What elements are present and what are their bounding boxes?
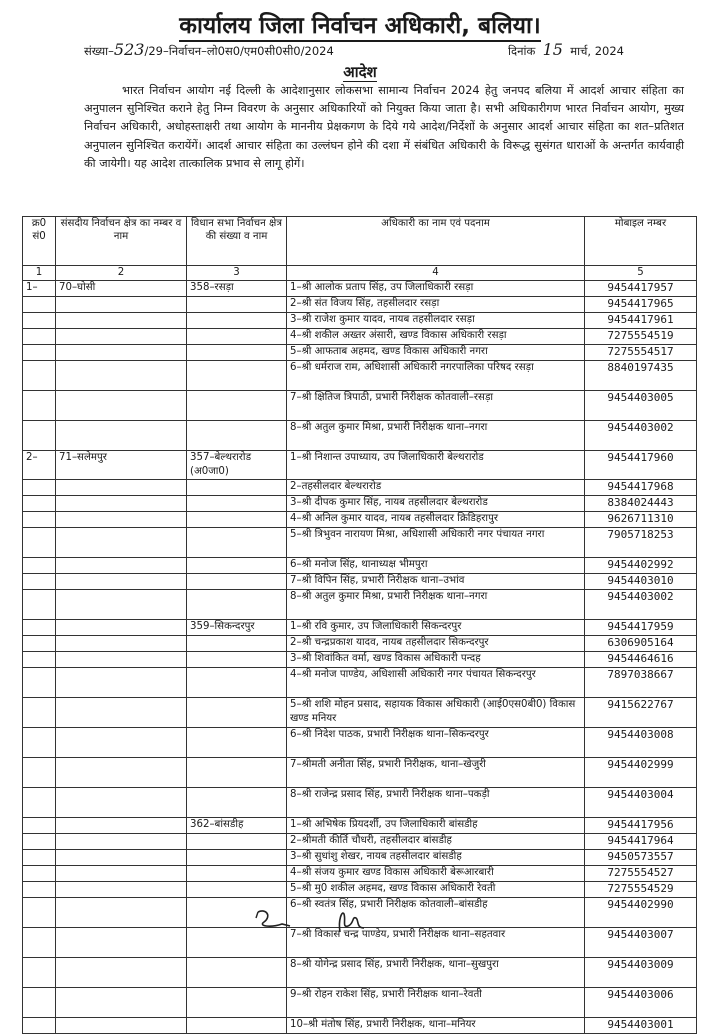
- officer-name-cell: 4–श्री अनिल कुमार यादव, नायब तहसीलदार क्रिडिहरापुर: [287, 512, 585, 528]
- parliamentary-constituency-cell: [56, 512, 187, 528]
- serial-number-cell: [23, 958, 56, 988]
- parliamentary-constituency-cell: [56, 958, 187, 988]
- officer-name-cell: 1–श्री रवि कुमार, उप जिलाधिकारी सिकन्दरपुर: [287, 620, 585, 636]
- mobile-number-cell: 9454402992: [585, 558, 697, 574]
- initial-mark-2: [332, 906, 372, 936]
- column-number: 5: [585, 266, 697, 281]
- assembly-constituency-cell: 357–बेल्थरारोड (अ0जा0): [187, 451, 287, 480]
- serial-number-cell: [23, 361, 56, 391]
- table-row: [23, 834, 697, 850]
- parliamentary-constituency-cell: [56, 574, 187, 590]
- officer-name-cell: 6–श्री स्वतंत्र सिंह, प्रभारी निरीक्षक कोतवाली–बांसडीह: [287, 898, 585, 928]
- parliamentary-constituency-cell: [56, 850, 187, 866]
- order-body-text: भारत निर्वाचन आयोग नई दिल्ली के आदेशानुसार लोकसभा सामान्य निर्वाचन 2024 हेतु जनपद बलिया में आदर्श आचार संहिता का अनुपालन सुनिश्चित कराने हेतु निम्न विवरण के अनुसार अधिकारियों को नियुक्त किया जाता है। सभी अधिकारीगण भारत निर्वाचन आयोग, मुख्य निर्वाचन अधिकारी, अधोहस्ताक्षरी तथा आयोग के माननीय प्रेक्षकगण के दिये गये आदेश/निर्देशों के अनुसार आदर्श आचार संहिता का शत–प्रतिशत अनुपालन सुनिश्चित करायेंगें। आदर्श आचार संहिता का उल्लंघन होने की दशा में संबंधित अधिकारी के विरूद्ध सुसंगत धाराओं के अन्तर्गत कार्यवाही की जायेगी। यह आदेश तात्कालिक प्रभाव से लागू होगें।: [84, 84, 684, 170]
- parliamentary-constituency-cell: [56, 834, 187, 850]
- assembly-constituency-cell: [187, 668, 287, 698]
- serial-number-cell: [23, 297, 56, 313]
- mobile-number-cell: 7275554517: [585, 345, 697, 361]
- officer-name-cell: 5–श्री शशि मोहन प्रसाद, सहायक विकास अधिकारी (आई0एस0बी0) विकास खण्ड मनियर: [287, 698, 585, 728]
- officer-name-cell: 8–श्री अतुल कुमार मिश्रा, प्रभारी निरीक्षक थाना–नगरा: [287, 421, 585, 451]
- serial-number-cell: [23, 574, 56, 590]
- officer-name-cell: 1–श्री आलोक प्रताप सिंह, उप जिलाधिकारी रसड़ा: [287, 281, 585, 297]
- table-row: [23, 636, 697, 652]
- assembly-constituency-cell: [187, 313, 287, 329]
- assembly-constituency-cell: [187, 590, 287, 620]
- table-row: [23, 528, 697, 558]
- table-row: [23, 558, 697, 574]
- assembly-constituency-cell: 359–सिकन्दरपुर: [187, 620, 287, 636]
- officer-name-cell: 8–श्री राजेन्द्र प्रसाद सिंह, प्रभारी निरीक्षक थाना–पकड़ी: [287, 788, 585, 818]
- column-number: 2: [56, 266, 187, 281]
- assembly-constituency-cell: [187, 480, 287, 496]
- mobile-number-cell: 7905718253: [585, 528, 697, 558]
- serial-number-cell: [23, 590, 56, 620]
- order-date: दिनांक 15 मार्च, 2024: [508, 40, 625, 59]
- mobile-number-cell: 7275554529: [585, 882, 697, 898]
- reference-number: संख्या–523/29–निर्वाचन–लो0स0/एम0सी0सी0/2024: [84, 40, 334, 59]
- header-mobile: मोबाइल नम्बर: [585, 217, 697, 266]
- table-row: [23, 361, 697, 391]
- handwritten-ref-number: 523: [113, 40, 145, 59]
- officer-name-cell: 7–श्री विकास चन्द्र पाण्डेय, प्रभारी निरीक्षक थाना–सहतवार: [287, 928, 585, 958]
- table-row: [23, 391, 697, 421]
- parliamentary-constituency-cell: [56, 590, 187, 620]
- table-row: [23, 988, 697, 1018]
- serial-number-cell: [23, 988, 56, 1018]
- table-row: [23, 297, 697, 313]
- parliamentary-constituency-cell: [56, 528, 187, 558]
- table-header-row: [23, 217, 697, 266]
- assembly-constituency-cell: [187, 297, 287, 313]
- officer-name-cell: 3–श्री सुधांशु शेखर, नायब तहसीलदार बांसडीह: [287, 850, 585, 866]
- serial-number-cell: [23, 421, 56, 451]
- assembly-constituency-cell: [187, 391, 287, 421]
- parliamentary-constituency-cell: [56, 882, 187, 898]
- assembly-constituency-cell: [187, 988, 287, 1018]
- officer-name-cell: 4–श्री संजय कुमार खण्ड विकास अधिकारी बेरूआरबारी: [287, 866, 585, 882]
- mobile-number-cell: 9454417965: [585, 297, 697, 313]
- assembly-constituency-cell: [187, 866, 287, 882]
- mobile-number-cell: 9450573557: [585, 850, 697, 866]
- parliamentary-constituency-cell: [56, 558, 187, 574]
- mobile-number-cell: 9454403008: [585, 728, 697, 758]
- serial-number-cell: [23, 620, 56, 636]
- table-row: [23, 698, 697, 728]
- serial-number-cell: [23, 882, 56, 898]
- officer-name-cell: 3–श्री शिवांकित वर्मा, खण्ड विकास अधिकारी पन्दह: [287, 652, 585, 668]
- table-row: [23, 313, 697, 329]
- serial-number-cell: [23, 512, 56, 528]
- serial-number-cell: [23, 329, 56, 345]
- officer-name-cell: 3–श्री दीपक कुमार सिंह, नायब तहसीलदार बेल्थरारोड: [287, 496, 585, 512]
- table-row: [23, 882, 697, 898]
- mobile-number-cell: 8384024443: [585, 496, 697, 512]
- assembly-constituency-cell: [187, 329, 287, 345]
- table-row: [23, 451, 697, 480]
- header-serial: क्र0 सं0: [23, 217, 56, 266]
- mobile-number-cell: 6306905164: [585, 636, 697, 652]
- parliamentary-constituency-cell: [56, 329, 187, 345]
- mobile-number-cell: 9454403004: [585, 788, 697, 818]
- parliamentary-constituency-cell: [56, 988, 187, 1018]
- parliamentary-constituency-cell: 71–सलेमपुर: [56, 451, 187, 480]
- serial-number-cell: [23, 313, 56, 329]
- parliamentary-constituency-cell: [56, 698, 187, 728]
- mobile-number-cell: 9454403002: [585, 590, 697, 620]
- assembly-constituency-cell: [187, 652, 287, 668]
- serial-number-cell: [23, 728, 56, 758]
- mobile-number-cell: 7275554519: [585, 329, 697, 345]
- officer-name-cell: 2–श्रीमती कीर्ति चौधरी, तहसीलदार बांसडीह: [287, 834, 585, 850]
- assembly-constituency-cell: [187, 636, 287, 652]
- initial-mark-1: [252, 906, 296, 932]
- table-row: [23, 512, 697, 528]
- table-row: [23, 281, 697, 297]
- assembly-constituency-cell: [187, 345, 287, 361]
- column-number: 1: [23, 266, 56, 281]
- parliamentary-constituency-cell: [56, 391, 187, 421]
- mobile-number-cell: 8840197435: [585, 361, 697, 391]
- parliamentary-constituency-cell: 70–घोसी: [56, 281, 187, 297]
- officer-name-cell: 4–श्री मनोज पाण्डेय, अधिशासी अधिकारी नगर पंचायत सिकन्दरपुर: [287, 668, 585, 698]
- parliamentary-constituency-cell: [56, 728, 187, 758]
- serial-number-cell: [23, 758, 56, 788]
- table-row: [23, 850, 697, 866]
- officer-name-cell: 2–श्री चन्द्रप्रकाश यादव, नायब तहसीलदार सिकन्दरपुर: [287, 636, 585, 652]
- assembly-constituency-cell: [187, 496, 287, 512]
- mobile-number-cell: 9454403010: [585, 574, 697, 590]
- mobile-number-cell: 9454417968: [585, 480, 697, 496]
- parliamentary-constituency-cell: [56, 620, 187, 636]
- officer-name-cell: 3–श्री राजेश कुमार यादव, नायब तहसीलदार रसड़ा: [287, 313, 585, 329]
- table-row: [23, 818, 697, 834]
- column-number: 4: [287, 266, 585, 281]
- mobile-number-cell: 9454417957: [585, 281, 697, 297]
- serial-number-cell: [23, 636, 56, 652]
- mobile-number-cell: 9454403009: [585, 958, 697, 988]
- serial-number-cell: [23, 528, 56, 558]
- assembly-constituency-cell: [187, 574, 287, 590]
- officer-name-cell: 2–श्री संत विजय सिंह, तहसीलदार रसड़ा: [287, 297, 585, 313]
- mobile-number-cell: 9454402990: [585, 898, 697, 928]
- officer-name-cell: 9–श्री रोहन राकेश सिंह, प्रभारी निरीक्षक थाना–रेवती: [287, 988, 585, 1018]
- parliamentary-constituency-cell: [56, 361, 187, 391]
- serial-number-cell: [23, 652, 56, 668]
- serial-number-cell: [23, 928, 56, 958]
- table-row: [23, 620, 697, 636]
- officer-name-cell: 5–श्री त्रिभुवन नारायण मिश्रा, अधिशासी अधिकारी नगर पंचायत नगरा: [287, 528, 585, 558]
- officer-name-cell: 7–श्रीमती अनीता सिंह, प्रभारी निरीक्षक, थाना–खेजुरी: [287, 758, 585, 788]
- table-row: [23, 758, 697, 788]
- officer-name-cell: 7–श्री क्षितिज त्रिपाठी, प्रभारी निरीक्षक कोतवाली–रसड़ा: [287, 391, 585, 421]
- serial-number-cell: [23, 834, 56, 850]
- serial-number-cell: 1–: [23, 281, 56, 297]
- officer-name-cell: 5–श्री मु0 शकील अहमद, खण्ड विकास अधिकारी रेवती: [287, 882, 585, 898]
- assembly-constituency-cell: [187, 698, 287, 728]
- table-row: [23, 480, 697, 496]
- header-assembly-constituency: विधान सभा निर्वाचन क्षेत्र की संख्या व नाम: [187, 217, 287, 266]
- mobile-number-cell: 9454403006: [585, 988, 697, 1018]
- assembly-constituency-cell: [187, 958, 287, 988]
- office-title: कार्यालय जिला निर्वाचन अधिकारी, बलिया।: [0, 8, 720, 40]
- mobile-number-cell: 9454417956: [585, 818, 697, 834]
- officer-name-cell: 10–श्री मंतोष सिंह, प्रभारी निरीक्षक, थाना–मनियर: [287, 1018, 585, 1034]
- assembly-constituency-cell: [187, 758, 287, 788]
- serial-number-cell: 2–: [23, 451, 56, 480]
- serial-number-cell: [23, 480, 56, 496]
- serial-number-cell: [23, 818, 56, 834]
- assembly-constituency-cell: [187, 882, 287, 898]
- serial-number-cell: [23, 496, 56, 512]
- officer-name-cell: 1–श्री निशान्त उपाध्याय, उप जिलाधिकारी बेल्थरारोड: [287, 451, 585, 480]
- mobile-number-cell: 9454402999: [585, 758, 697, 788]
- order-heading: आदेश: [343, 63, 377, 81]
- mobile-number-cell: 7275554527: [585, 866, 697, 882]
- parliamentary-constituency-cell: [56, 480, 187, 496]
- parliamentary-constituency-cell: [56, 788, 187, 818]
- assembly-constituency-cell: [187, 928, 287, 958]
- serial-number-cell: [23, 391, 56, 421]
- officer-name-cell: 6–श्री धर्मराज राम, अधिशासी अधिकारी नगरपालिका परिषद रसड़ा: [287, 361, 585, 391]
- officer-name-cell: 2–तहसीलदार बेल्थरारोड: [287, 480, 585, 496]
- parliamentary-constituency-cell: [56, 928, 187, 958]
- officer-name-cell: 8–श्री अतुल कुमार मिश्रा, प्रभारी निरीक्षक थाना–नगरा: [287, 590, 585, 620]
- mobile-number-cell: 9454403002: [585, 421, 697, 451]
- parliamentary-constituency-cell: [56, 297, 187, 313]
- table-row: [23, 652, 697, 668]
- column-number: 3: [187, 266, 287, 281]
- assembly-constituency-cell: [187, 361, 287, 391]
- parliamentary-constituency-cell: [56, 758, 187, 788]
- table-row: [23, 788, 697, 818]
- assembly-constituency-cell: [187, 558, 287, 574]
- assembly-constituency-cell: [187, 1018, 287, 1034]
- table-row: [23, 728, 697, 758]
- parliamentary-constituency-cell: [56, 898, 187, 928]
- table-row: [23, 590, 697, 620]
- serial-number-cell: [23, 866, 56, 882]
- parliamentary-constituency-cell: [56, 421, 187, 451]
- officer-name-cell: 4–श्री शकील अख्तर अंसारी, खण्ड विकास अधिकारी रसड़ा: [287, 329, 585, 345]
- officer-name-cell: 1–श्री अभिषेक प्रियदर्शी, उप जिलाधिकारी बांसडीह: [287, 818, 585, 834]
- table-row: [23, 329, 697, 345]
- mobile-number-cell: 9454417961: [585, 313, 697, 329]
- serial-number-cell: [23, 345, 56, 361]
- mobile-number-cell: 9454417960: [585, 451, 697, 480]
- header-parliamentary-constituency: संसदीय निर्वाचन क्षेत्र का नम्बर व नाम: [56, 217, 187, 266]
- parliamentary-constituency-cell: [56, 652, 187, 668]
- table-row: [23, 345, 697, 361]
- mobile-number-cell: 9454464616: [585, 652, 697, 668]
- header-officer-name: अधिकारी का नाम एवं पदनाम: [287, 217, 585, 266]
- mobile-number-cell: 9454403007: [585, 928, 697, 958]
- serial-number-cell: [23, 898, 56, 928]
- parliamentary-constituency-cell: [56, 345, 187, 361]
- table-row: [23, 496, 697, 512]
- officer-name-cell: 5–श्री आफताब अहमद, खण्ड विकास अधिकारी नगरा: [287, 345, 585, 361]
- assembly-constituency-cell: [187, 850, 287, 866]
- assembly-constituency-cell: 358–रसड़ा: [187, 281, 287, 297]
- table-row: [23, 958, 697, 988]
- assembly-constituency-cell: [187, 788, 287, 818]
- table-row: [23, 421, 697, 451]
- handwritten-date-day: 15: [542, 40, 563, 59]
- serial-number-cell: [23, 788, 56, 818]
- mobile-number-cell: 9626711310: [585, 512, 697, 528]
- parliamentary-constituency-cell: [56, 496, 187, 512]
- officer-name-cell: 8–श्री योगेन्द्र प्रसाद सिंह, प्रभारी निरीक्षक, थाना–सुखपुरा: [287, 958, 585, 988]
- parliamentary-constituency-cell: [56, 636, 187, 652]
- officer-name-cell: 6–श्री निदेश पाठक, प्रभारी निरीक्षक थाना–सिकन्दरपुर: [287, 728, 585, 758]
- serial-number-cell: [23, 850, 56, 866]
- assembly-constituency-cell: [187, 528, 287, 558]
- mobile-number-cell: 9454403001: [585, 1018, 697, 1034]
- assembly-constituency-cell: 362–बांसडीह: [187, 818, 287, 834]
- assembly-constituency-cell: [187, 728, 287, 758]
- assembly-constituency-cell: [187, 421, 287, 451]
- mobile-number-cell: 9454417964: [585, 834, 697, 850]
- mobile-number-cell: 7897038667: [585, 668, 697, 698]
- parliamentary-constituency-cell: [56, 866, 187, 882]
- mobile-number-cell: 9454403005: [585, 391, 697, 421]
- parliamentary-constituency-cell: [56, 313, 187, 329]
- parliamentary-constituency-cell: [56, 1018, 187, 1034]
- table-row: [23, 1018, 697, 1034]
- serial-number-cell: [23, 558, 56, 574]
- officer-name-cell: 7–श्री विपिन सिंह, प्रभारी निरीक्षक थाना–उभांव: [287, 574, 585, 590]
- table-row: [23, 866, 697, 882]
- parliamentary-constituency-cell: [56, 818, 187, 834]
- mobile-number-cell: 9415622767: [585, 698, 697, 728]
- column-number-row: [23, 266, 697, 281]
- table-row: [23, 574, 697, 590]
- assembly-constituency-cell: [187, 834, 287, 850]
- serial-number-cell: [23, 668, 56, 698]
- assembly-constituency-cell: [187, 512, 287, 528]
- mobile-number-cell: 9454417959: [585, 620, 697, 636]
- officer-name-cell: 6–श्री मनोज सिंह, थानाध्यक्ष भीमपुरा: [287, 558, 585, 574]
- serial-number-cell: [23, 1018, 56, 1034]
- serial-number-cell: [23, 698, 56, 728]
- table-row: [23, 668, 697, 698]
- parliamentary-constituency-cell: [56, 668, 187, 698]
